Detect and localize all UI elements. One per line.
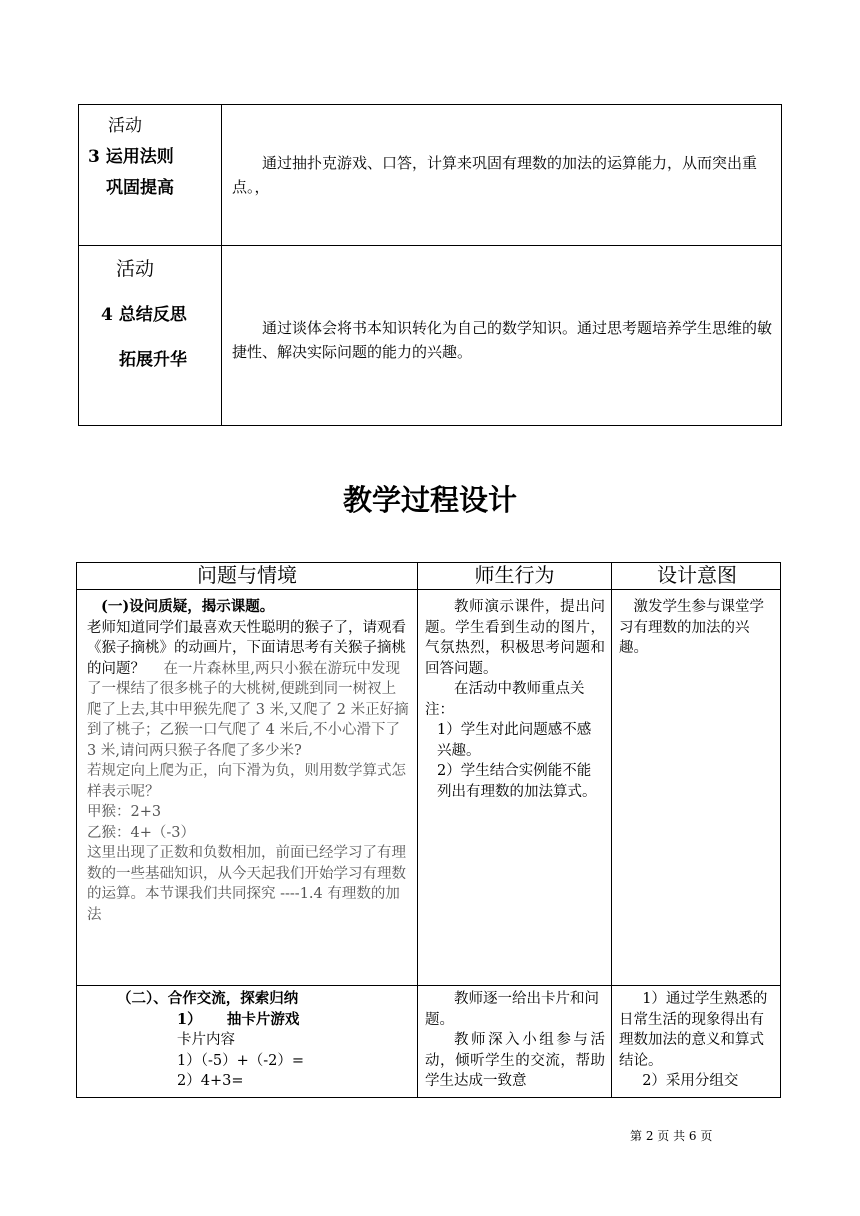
row1-conclusion: 这里出现了正数和负数相加，前面已经学习了有理数的一些基础知识，从今天起我们开始学习有理数的运算。本节课我们共同探究 ----1.4 有理数的加法	[87, 845, 406, 923]
row2-intent-p1: 1）通过学生熟悉的日常生活的现象得出有理数加法的意义和算式结论。	[619, 991, 768, 1069]
process-table	[76, 562, 781, 1098]
section-title: 教学过程设计	[342, 483, 517, 517]
row2-subtitle: 抽卡片游戏	[226, 1010, 300, 1028]
header-teacher-student: 师生行为	[474, 563, 555, 587]
row2-card-label: 卡片内容	[177, 1032, 235, 1048]
header-divider	[77, 589, 780, 590]
row2-teacher-cell	[425, 989, 605, 1092]
row1-intent: 激发学生参与课堂学习有理数的加法的兴趣。	[619, 599, 764, 656]
row1-story: 在一片森林里,两只小猴在游玩中发现了一棵结了很多桃子的大桃树,便跳到同一树衩上爬了上去,其中甲猴先爬了 3 米,又爬了 2 米正好摘到了桃子；乙猴一口气爬了 4 米后,不小心滑下了 3 米,请问两只猴子各爬了多少米?	[87, 660, 409, 759]
row1-problem-cell	[87, 597, 409, 925]
activity-4-label-line1: 活动	[116, 258, 155, 280]
row2-card-item-2: 2）4+3=	[177, 1073, 244, 1089]
row-divider	[79, 245, 781, 246]
row1-monkey-b: 乙猴：4+（-3）	[87, 824, 195, 841]
header-design-intent: 设计意图	[657, 563, 737, 587]
row1-teacher-item-2: 2）学生结合实例能不能列出有理数的加法算式。	[437, 763, 597, 800]
row1-teacher-item-1: 1）学生对此问题感不感兴趣。	[437, 722, 592, 759]
activity-3-label-line3: 巩固提高	[106, 178, 174, 198]
row2-subtitle-num: 1）	[177, 1010, 202, 1028]
activity-3-label-line1: 活动	[108, 116, 142, 136]
row2-problem-cell	[87, 989, 409, 1092]
row1-intent-cell	[619, 597, 775, 659]
activity-table	[78, 104, 782, 426]
row1-question: 若规定向上爬为正，向下滑为负，则用数学算式怎样表示呢？	[87, 763, 406, 800]
page-footer: 第 2 页 共 6 页	[630, 1129, 713, 1143]
header-problem-situation: 问题与情境	[197, 563, 297, 587]
row2-teacher-p1: 教师逐一给出卡片和问题。	[425, 991, 599, 1028]
row2-card-item-1: 1）（-5）+（-2）=	[177, 1052, 305, 1069]
row2-title: （二）、合作交流，探索归纳	[117, 990, 299, 1007]
column-divider	[611, 563, 612, 1097]
row1-monkey-a: 甲猴：2+3	[87, 804, 162, 820]
row1-title: (一)设问质疑，揭示课题。	[101, 598, 275, 615]
row1-teacher-p2: 在活动中教师重点关注：	[425, 681, 585, 718]
row2-intent-p2: 2）采用分组交	[642, 1073, 739, 1089]
row1-teacher-cell	[425, 597, 605, 802]
column-divider	[221, 105, 222, 425]
activity-3-label-line2: 3 运用法则	[88, 147, 174, 167]
activity-3-description: 通过抽扑克游戏、口答，计算来巩固有理数的加法的运算能力，从而突出重点。，	[232, 154, 758, 196]
row1-teacher-p1: 教师演示课件，提出问题。学生看到生动的图片，气氛热烈，积极思考问题和回答问题。	[425, 599, 605, 677]
activity-4-label-line3: 拓展升华	[119, 350, 187, 370]
activity-4-label-line2: 4 总结反思	[101, 305, 187, 325]
row-divider	[77, 985, 780, 986]
column-divider	[417, 563, 418, 1097]
row2-intent-cell	[619, 989, 775, 1092]
row2-teacher-p2: 教师深入小组参与活动，倾听学生的交流，帮助学生达成一致意	[425, 1032, 605, 1089]
activity-4-description: 通过谈体会将书本知识转化为自己的数学知识。通过思考题培养学生思维的敏捷性、解决实际问题的能力的兴趣。	[232, 319, 773, 361]
row1-intro: 老师知道同学们最喜欢天性聪明的猴子了，请观看《猴子摘桃》的动画片，下面请思考有关猴子摘桃的问题？	[87, 619, 406, 677]
